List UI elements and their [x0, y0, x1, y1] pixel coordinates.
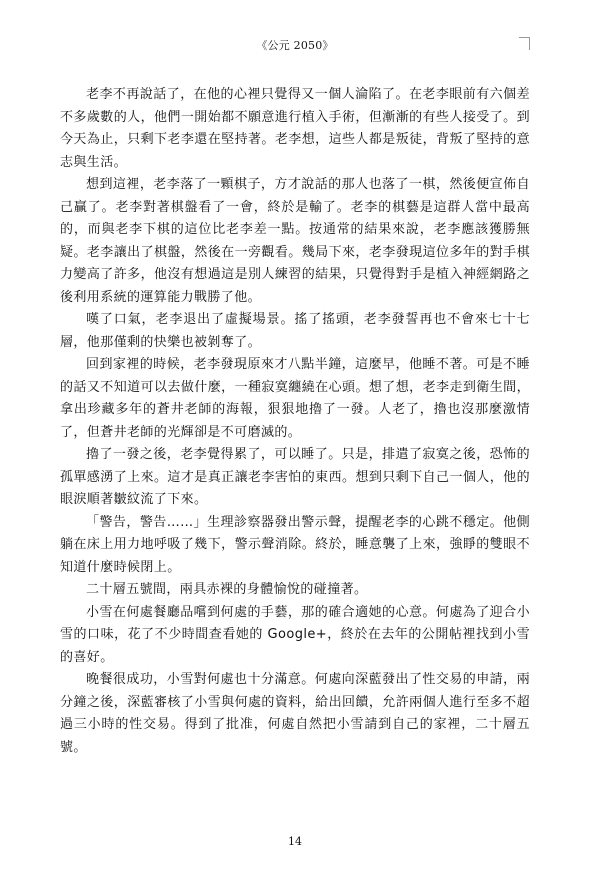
paragraph: 「警告，警告……」生理診察器發出警示聲，提醒老李的心跳不穩定。他側躺在床上用力地呼吸了幾下，警示聲消除。終於，睡意襲了上來，強睜的雙眼不知道什麼時候閉上。	[60, 514, 530, 575]
body-text	[60, 84, 530, 759]
paragraph: 嘆了口氣，老李退出了虛擬場景。搖了搖頭，老李發誓再也不會來七十七層，他那僅剩的快樂也被剝奪了。	[60, 312, 530, 350]
running-header-title: 《公元 2050》	[256, 39, 334, 52]
paragraph: 小雪在何處餐廳品嚐到何處的手藝，那的確合適她的心意。何處為了迎合小雪的口味，花了不少時間查看她的 Google+，終於在去年的公開帖裡找到小雪的喜好。	[60, 604, 530, 665]
paragraph: 老李不再說話了，在他的心裡只覺得又一個人淪陷了。在老李眼前有六個差不多歲數的人，他們一開始都不願意進行植入手術，但漸漸的有些人接受了。到今天為止，只剩下老李還在堅持著。老李想，這些人都是叛徒，背叛了堅持的意志與生活。	[60, 87, 530, 170]
crop-corner-mark	[519, 37, 530, 50]
paragraph: 擼了一發之後，老李覺得累了，可以睡了。只是，排遣了寂寞之後，恐怖的孤單感湧了上來。這才是真正讓老李害怕的東西。想到只剩下自己一個人，他的眼淚順著皺紋流了下來。	[60, 447, 530, 507]
page-number: 14	[288, 835, 302, 848]
paragraph: 晚餐很成功，小雪對何處也十分滿意。何處向深藍發出了性交易的申請，兩分鐘之後，深藍審核了小雪與何處的資料，給出回饋，允許兩個人進行至多不超過三小時的性交易。得到了批准，何處自然把小雪請到自己的家裡，二十層五號。	[60, 672, 530, 755]
paragraph: 想到這裡，老李落了一顆棋子，方才說話的那人也落了一棋，然後便宣佈自己贏了。老李對著棋盤看了一會，終於是輸了。老李的棋藝是這群人當中最高的，而與老李下棋的這位比老李差一點。按通常的結果來說，老李應該獲勝無疑。老李讓出了棋盤，然後在一旁觀看。幾局下來，老李發現這位多年的對手棋力變高了許多，他沒有想過這是別人練習的結果，只覺得對手是植入神經網路之後利用系統的運算能力戰勝了他。	[60, 177, 530, 305]
paragraph: 二十層五號間，兩具赤裸的身體愉悅的碰撞著。	[86, 582, 368, 597]
paragraph: 回到家裡的時候，老李發現原來才八點半鐘，這麼早，他睡不著。可是不睡的話又不知道可以去做什麼，一種寂寞纏繞在心頭。想了想，老李走到衛生間，拿出珍藏多年的蒼井老師的海報，狠狠地擼了一發。人老了，擼也沒那麼激情了，但蒼井老師的光輝卻是不可磨滅的。	[60, 357, 530, 440]
